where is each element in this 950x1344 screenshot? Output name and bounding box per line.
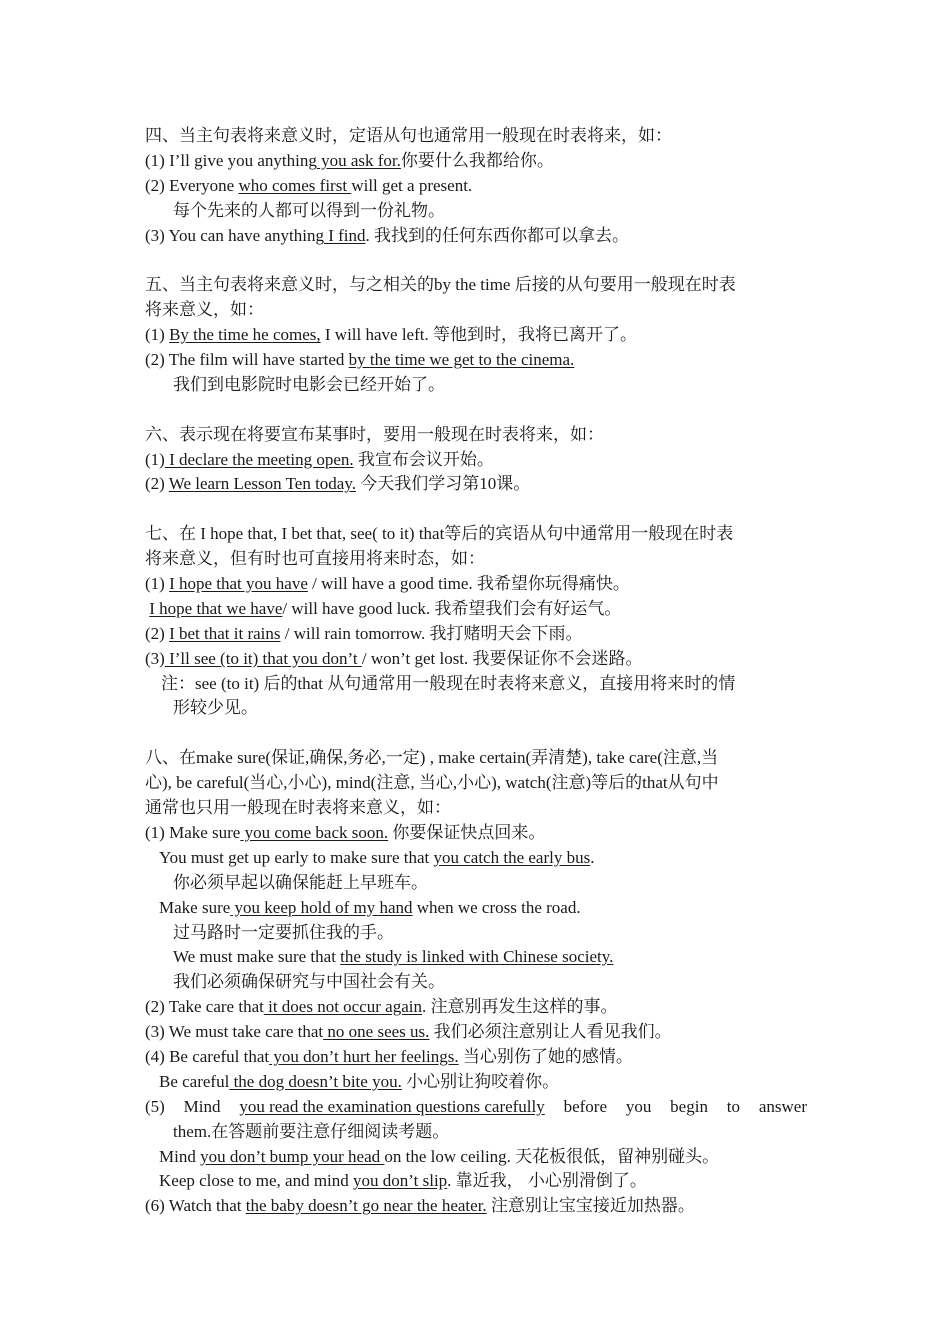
section-7-heading: 七、在 I hope that, I bet that, see( to it) that等后的宾语从句中通常用一般现在时表 (145, 524, 734, 544)
example-text: (1) Make sure (145, 822, 241, 842)
underlined-clause: you don’t slip (353, 1171, 448, 1191)
example-text: on the low ceiling. 天花板很低，留神别碰头。 (384, 1146, 720, 1166)
example-text: . 注意别再发生这样的事。 (422, 997, 618, 1017)
underlined-clause: the baby doesn’t go near the heater. (245, 1196, 487, 1216)
note-line: 形较少见。 (173, 698, 258, 718)
example-text: (3) (145, 648, 165, 668)
word: begin (670, 1096, 708, 1116)
example-text: / will rain tomorrow. 我打赌明天会下雨。 (280, 623, 583, 643)
example-text: will get a present. (351, 175, 473, 195)
underlined-clause: you catch the early bus (433, 847, 591, 867)
example-line (145, 896, 807, 921)
example-line (145, 348, 807, 373)
underlined-clause: you don’t hurt her feelings. (269, 1046, 459, 1066)
example-line (145, 622, 807, 647)
example-text: (1) I’ll give you anything (145, 150, 317, 170)
underlined-clause: it does not occur again (263, 997, 422, 1017)
section-5-heading-cont: 将来意义，如： (145, 300, 264, 320)
example-line (145, 472, 807, 497)
example-line (145, 174, 807, 199)
example-text: (3) We must take care that (145, 1022, 324, 1042)
example-text: Be careful (159, 1071, 230, 1091)
example-line (145, 1145, 807, 1170)
section-gap (145, 398, 807, 423)
underlined-clause: the dog doesn’t bite you. (229, 1071, 402, 1091)
example-line (145, 821, 807, 846)
example-text: (2) (145, 623, 170, 643)
section-7-heading-cont: 将来意义，但有时也可直接用将来时态，如： (145, 549, 485, 569)
underlined-clause: no one sees us. (323, 1022, 430, 1042)
section-5-heading: 五、当主句表将来意义时，与之相关的by the time 后接的从句要用一般现在时表 (145, 275, 736, 295)
section-6-heading: 六、表示现在将要宣布某事时，要用一般现在时表将来，如： (145, 424, 604, 444)
continuation-line: them.在答题前要注意仔细阅读考题。 (173, 1121, 450, 1141)
example-line (145, 1194, 807, 1219)
underlined-clause: I find (323, 225, 366, 245)
word: before (563, 1096, 608, 1116)
translation-line: 每个先来的人都可以得到一份礼物。 (173, 200, 445, 220)
example-text: I will have left. 等他到时，我将已离开了。 (320, 325, 637, 345)
document-body (145, 124, 807, 1219)
word: answer (758, 1096, 807, 1116)
translation-line: 我们到电影院时电影会已经开始了。 (173, 374, 445, 394)
example-line (145, 597, 807, 622)
example-text: / won’t get lost. 我要保证你不会迷路。 (361, 648, 643, 668)
underlined-clause: I declare the meeting open. (164, 449, 354, 469)
example-text: 我们必须注意别让人看见我们。 (429, 1022, 672, 1042)
translation-line: 我们必须确保研究与中国社会有关。 (173, 972, 445, 992)
example-text: . 靠近我， 小心别滑倒了。 (447, 1171, 647, 1191)
word: (5) (145, 1096, 165, 1116)
underlined-clause: by the time we get to the cinema. (348, 350, 575, 370)
underlined-clause: who comes first (238, 175, 352, 195)
example-text: (3) You can have anything (145, 225, 324, 245)
example-text: 你要什么我都给你。 (400, 150, 554, 170)
example-text: You must get up early to make sure that (159, 847, 434, 867)
underlined-clause: I hope that we have (149, 598, 283, 618)
underlined-clause: I bet that it rains (169, 623, 281, 643)
example-text: (2) Everyone (145, 175, 239, 195)
example-text: Keep close to me, and mind (159, 1171, 354, 1191)
underlined-clause: I’ll see (to it) that you don’t (164, 648, 362, 668)
translation-line: 过马路时一定要抓住我的手。 (173, 922, 394, 942)
example-text: / will have a good time. 我希望你玩得痛快。 (307, 574, 630, 594)
section-8-heading-cont: 通常也只用一般现在时表将来意义，如： (145, 798, 451, 818)
word: Mind (183, 1096, 221, 1116)
underlined-clause: you don’t bump your head (200, 1146, 385, 1166)
example-text: 小心别让狗咬着你。 (401, 1071, 560, 1091)
word: to (726, 1096, 741, 1116)
example-text: (2) The film will have started (145, 350, 349, 370)
example-line (145, 1020, 807, 1045)
underlined-clause: you ask for. (316, 150, 401, 170)
note-line: 注：see (to it) 后的that 从句通常用一般现在时表将来意义，直接用将来时的情 (161, 673, 736, 693)
translation-line: 你必须早起以确保能赶上早班车。 (173, 872, 428, 892)
example-text: 我宣布会议开始。 (353, 449, 494, 469)
example-text: when we cross the road. (412, 897, 581, 917)
example-line (145, 945, 807, 970)
underlined-clause: you come back soon. (240, 822, 389, 842)
example-text: (6) Watch that (145, 1196, 246, 1216)
example-text: (4) Be careful that (145, 1046, 270, 1066)
underlined-clause: We learn Lesson Ten today. (168, 474, 356, 494)
example-line (145, 995, 807, 1020)
underlined-clause: the study is linked with Chinese society. (340, 947, 614, 967)
example-line (145, 1169, 807, 1194)
example-text: (1) (145, 449, 165, 469)
example-text: (1) (145, 574, 170, 594)
example-text: We must make sure that (173, 947, 341, 967)
example-line (145, 1070, 807, 1095)
section-8-heading: 八、在make sure(保证,确保,务必,一定) , make certain(弄清楚), take care(注意,当 (145, 748, 719, 768)
example-line-justified (145, 1095, 807, 1120)
example-line (145, 846, 807, 871)
underlined-clause: you keep hold of my hand (230, 897, 413, 917)
example-line (145, 149, 807, 174)
example-text: / will have good luck. 我希望我们会有好运气。 (282, 598, 622, 618)
example-text: 今天我们学习第10课。 (355, 474, 531, 494)
example-line (145, 224, 807, 249)
section-gap (145, 497, 807, 522)
example-text: . 我找到的任何东西你都可以拿去。 (365, 225, 629, 245)
example-line (145, 1045, 807, 1070)
example-line (145, 323, 807, 348)
example-text: (2) Take care that (145, 997, 264, 1017)
underlined-clause: By the time he comes, (169, 325, 321, 345)
word: you (625, 1096, 652, 1116)
section-8-heading-cont: 心), be careful(当心,小心), mind(注意, 当心,小心), watch(注意)等后的that从句中 (145, 773, 719, 793)
underlined-clause: you read the examination questions carefully (239, 1096, 545, 1116)
example-line (145, 572, 807, 597)
example-text: (1) (145, 325, 170, 345)
example-line (145, 647, 807, 672)
example-text: . (590, 847, 595, 867)
example-text: (2) (145, 474, 169, 494)
section-gap (145, 721, 807, 746)
example-text: 注意别让宝宝接近加热器。 (486, 1196, 695, 1216)
section-4-heading: 四、当主句表将来意义时，定语从句也通常用一般现在时表将来，如： (145, 126, 672, 145)
example-text: 你要保证快点回来。 (388, 822, 546, 842)
underlined-clause: I hope that you have (169, 574, 308, 594)
example-line (145, 448, 807, 473)
example-text: Make sure (159, 897, 231, 917)
section-gap (145, 248, 807, 273)
example-text: Mind (159, 1146, 201, 1166)
example-text: 当心别伤了她的感情。 (458, 1046, 633, 1066)
